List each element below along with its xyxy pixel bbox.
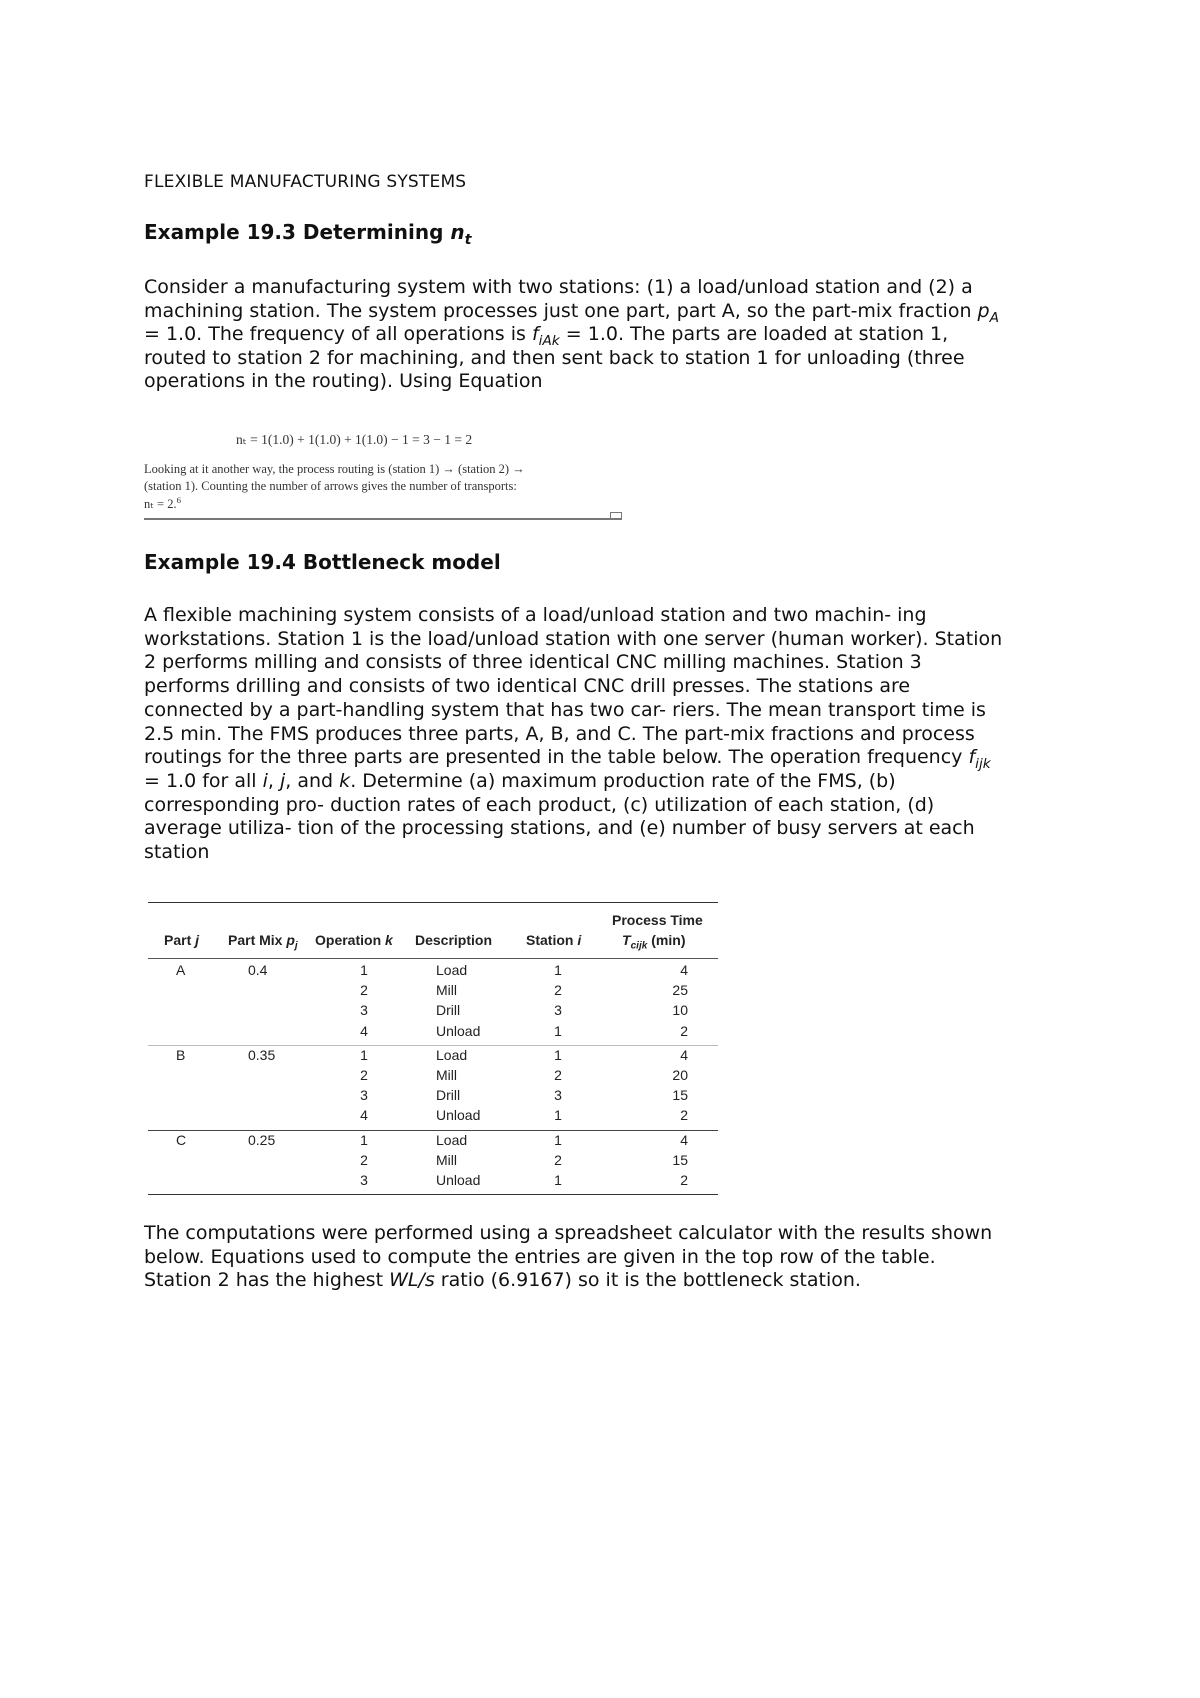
table-cell-description: Load [436,1046,468,1063]
snippet-rule [144,518,622,520]
table-cell-description: Load [436,962,468,978]
paragraph-line: average utiliza- tion of the processing stations, and (e) number of busy servers at each [144,817,975,840]
table-cell-process-time: 4 [680,962,688,978]
header-description-part: Description [415,932,493,948]
conclusion-paragraph [144,1222,1064,1293]
table-cell-description: Drill [436,1002,461,1019]
snippet-line [144,496,181,512]
table-cell-operation: 2 [360,1067,368,1083]
table-cell-part-mix: 0.35 [248,1046,276,1063]
table-cell-description: Drill [436,1087,461,1104]
var-wls: WL/s [389,1269,435,1291]
paragraph-line: 2.5 min. The FMS produces three parts, A, B, and C. The part-mix fractions and process [144,722,975,745]
paragraph-line-text: routings for the three parts are presented in the table below. The operation frequency [144,746,963,769]
header-station [526,932,581,948]
header-station-part: i [577,932,582,948]
paragraph-line [144,300,1064,324]
example-19-4-paragraph [144,604,1064,865]
table-cell-station: 3 [554,1002,562,1019]
header-process-time-title-part: Process Time [612,912,703,928]
table-cell-part: B [176,1046,186,1063]
paragraph-line-text: machining station. The system processes just one part, part A, so the part-mix fraction [144,299,972,322]
table-cell-process-time: 2 [680,1172,688,1188]
table-cell-process-time: 4 [680,1131,688,1148]
paragraph-line: The computations were performed using a spreadsheet calculator with the results shown [144,1222,993,1244]
table-cell-station: 1 [554,1172,562,1188]
paragraph-line: A flexible machining system consists of a load/unload station and two machin- ing [144,604,927,626]
example-19-3-title-sub: t [464,232,472,249]
table-cell-process-time: 10 [672,1002,688,1019]
table-cell-station: 2 [554,982,562,999]
snippet-line-text: nₜ = 2. [144,497,177,511]
var-f: f [531,323,539,345]
var-p: p [977,299,990,322]
table-cell-description: Unload [436,1172,481,1188]
table-cell-station: 1 [554,1022,562,1039]
table-cell-part: A [176,962,186,978]
table-cell-operation: 3 [360,1002,368,1019]
table-cell-operation: 1 [360,1131,368,1148]
header-operation-part: Operation [315,932,386,948]
var-i: i [262,769,268,792]
paragraph-line-text: , and [285,769,334,792]
table-cell-part-mix: 0.4 [248,962,268,978]
table-cell-operation: 4 [360,1107,368,1124]
table-cell-description: Mill [436,1067,457,1083]
header-description [415,932,492,948]
example-19-3-paragraph [144,276,1064,394]
table-cell-station: 3 [554,1087,562,1104]
header-part-mix-part: j [294,940,298,952]
table-cell-description: Unload [436,1107,481,1124]
header-part-part: Part [164,932,196,948]
header-process-time-unit-part: T [622,932,631,948]
header-process-time-title [612,912,703,928]
paragraph-line-text: = 1.0 for all [144,769,257,792]
paragraph-line: corresponding pro- duction rates of each product, (c) utilization of each station, (d) [144,793,935,816]
paragraph-line [144,746,1064,770]
header-process-time-unit [622,932,686,952]
table-cell-station: 1 [554,1107,562,1124]
header-part [164,932,199,948]
header-part-mix-part: Part Mix [228,932,287,948]
paragraph-line: connected by a part-handling system that has two car- riers. The mean transport time is [144,698,986,721]
paragraph-line: operations in the routing). Using Equation [144,370,543,392]
header-process-time-unit-part: (min) [647,932,686,948]
header-part-mix-part: p [286,932,295,948]
paragraph-line-text: Station 2 has the highest [144,1269,390,1291]
table-top-rule [148,902,718,903]
table-cell-operation: 2 [360,1151,368,1168]
table-cell-part: C [176,1131,187,1148]
paragraph-line [144,323,1064,347]
table-cell-process-time: 15 [672,1087,688,1104]
table-cell-station: 1 [554,1046,562,1063]
example-19-3-title [144,220,472,249]
table-header-rule [148,958,718,959]
table-cell-station: 2 [554,1067,562,1083]
table-cell-operation: 1 [360,1046,368,1063]
table-group-rule [148,1045,718,1046]
table-cell-description: Mill [436,982,457,999]
var-k: k [339,769,351,792]
paragraph-line: routed to station 2 for machining, and then sent back to station 1 for unloading (three [144,346,965,369]
table-group-rule [148,1130,718,1131]
header-operation-part: k [385,932,393,948]
paragraph-line: 2 performs milling and consists of three identical CNC milling machines. Station 3 [144,651,922,674]
header-operation [315,932,393,948]
table-cell-operation: 2 [360,982,368,999]
equation-snippet-image [144,432,624,522]
snippet-line: (station 1). Counting the number of arrows gives the number of transports: [144,479,517,493]
table-cell-operation: 1 [360,962,368,978]
var-f-sub: iAk [538,332,560,349]
snippet-equation: nₜ = 1(1.0) + 1(1.0) + 1(1.0) − 1 = 3 − 1 = 2 [236,432,473,447]
table-cell-description: Load [436,1131,468,1148]
paragraph-line-text: = 1.0. The frequency of all operations is [144,323,526,345]
header-process-time-unit-part: cijk [630,940,648,952]
table-cell-operation: 3 [360,1172,368,1188]
snippet-rule-end [610,512,622,519]
example-19-3-title-text: Example 19.3 Determining [144,220,444,244]
table-bottom-rule [148,1194,718,1195]
header-station-part: Station [526,932,578,948]
table-cell-station: 1 [554,1131,562,1148]
table-cell-station: 2 [554,1151,562,1168]
example-19-4-title: Example 19.4 Bottleneck model [144,550,501,574]
table-cell-operation: 3 [360,1087,368,1104]
table-cell-process-time: 25 [672,982,688,999]
table-cell-process-time: 4 [680,1046,688,1063]
var-f: f [968,746,976,769]
header-part-part: j [195,932,200,948]
paragraph-line-text: ratio (6.9167) so it is the bottleneck station. [434,1269,861,1291]
table-cell-description: Unload [436,1022,481,1039]
comma: , [267,769,281,792]
table-cell-process-time: 2 [680,1107,688,1124]
paragraph-line: station [144,841,210,864]
table-cell-process-time: 15 [672,1151,688,1168]
snippet-line: Looking at it another way, the process routing is (station 1) → (station 2) → [144,462,525,476]
table-cell-part-mix: 0.25 [248,1131,276,1148]
table-cell-station: 1 [554,962,562,978]
paragraph-line: workstations. Station 1 is the load/unload station with one server (human worker). Station [144,627,1003,650]
var-j: j [280,769,286,792]
table-cell-operation: 4 [360,1022,368,1039]
example-19-3-title-var: n [450,220,465,244]
paragraph-line [144,770,1064,794]
document-heading: FLEXIBLE MANUFACTURING SYSTEMS [144,172,467,192]
paragraph-line: below. Equations used to compute the entries are given in the top row of the table. [144,1245,936,1268]
table-cell-process-time: 20 [672,1067,688,1083]
table-cell-description: Mill [436,1151,457,1168]
paragraph-line: performs drilling and consists of two identical CNC drill presses. The stations are [144,675,911,698]
paragraph-line [144,1269,1064,1293]
var-p-sub: A [989,309,999,326]
header-part-mix [228,932,298,952]
paragraph-line: Consider a manufacturing system with two stations: (1) a load/unload station and (2) a [144,276,973,298]
table-cell-process-time: 2 [680,1022,688,1039]
paragraph-line-text: = 1.0. The parts are loaded at station 1, [565,323,949,345]
paragraph-line-text: . Determine (a) maximum production rate of the FMS, (b) [350,769,896,792]
snippet-footnote: 6 [176,494,181,505]
var-f-sub: ijk [975,756,991,772]
